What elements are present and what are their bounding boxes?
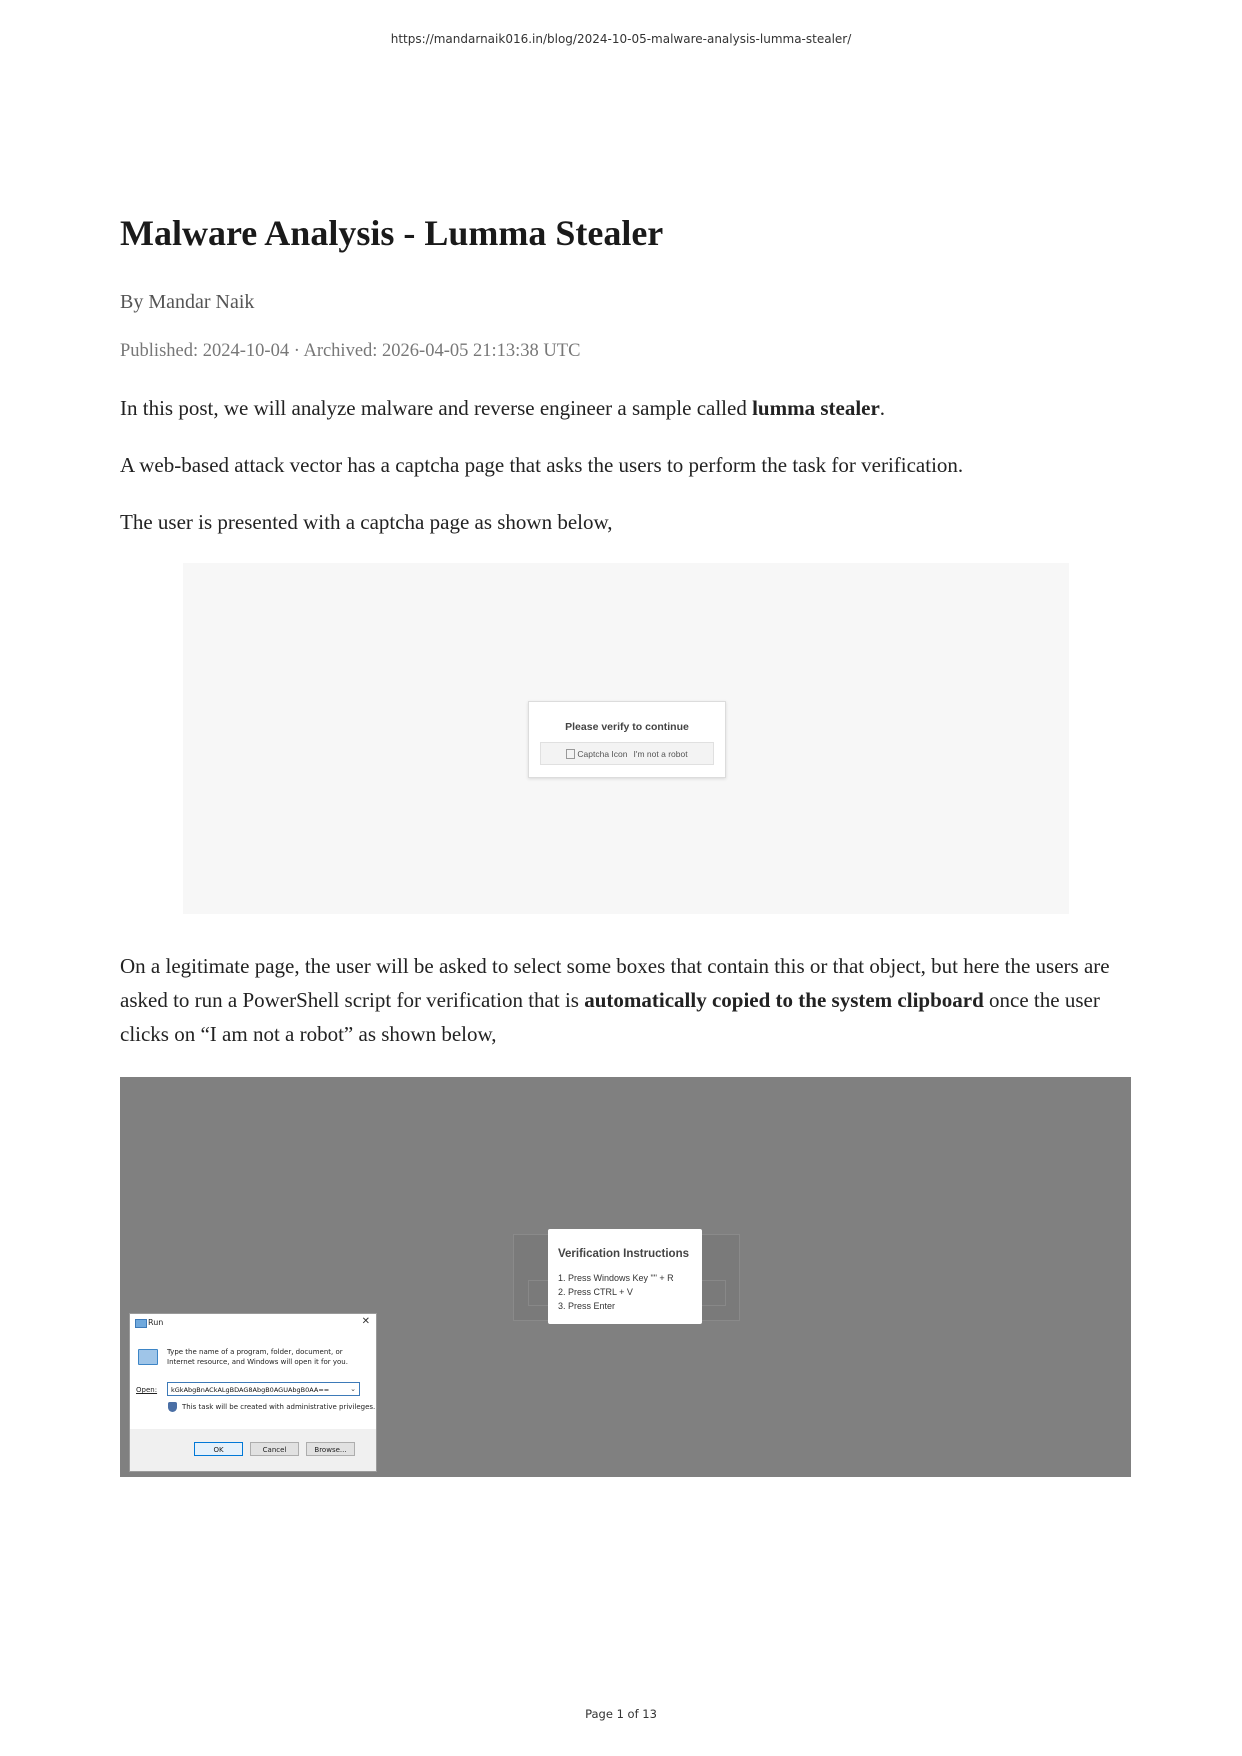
broken-image-icon [566,749,575,759]
shield-icon [168,1402,177,1412]
verification-instructions-popup [548,1229,702,1324]
article-byline: By Mandar Naik [120,291,255,313]
cancel-button: Cancel [250,1442,299,1456]
captcha-card [528,701,726,778]
run-title: Run [148,1318,164,1327]
instruction-step: 1. Press Windows Key "" + R [558,1273,674,1283]
run-app-icon [135,1319,147,1328]
not-robot-button [540,742,714,765]
run-command-input [167,1382,360,1396]
text-run: . [879,396,886,420]
bold-text: lumma stealer [752,396,880,420]
article-title: Malware Analysis - Lumma Stealer [120,213,664,253]
run-titlebar [130,1314,376,1332]
run-program-icon [138,1349,158,1365]
instruction-step: 2. Press CTRL + V [558,1287,633,1297]
captcha-screenshot [183,563,1069,914]
run-footer [130,1429,376,1471]
close-icon: ✕ [361,1316,370,1327]
text-run: once the user clicks on “I am not a robot” as shown below, [120,988,1100,1046]
text-run: In this post, we will analyze malware and reverse engineer a sample called [120,396,753,420]
instructions-title: Verification Instructions [558,1248,689,1260]
chevron-down-icon: ⌄ [347,1383,359,1395]
page-number: Page 1 of 13 [585,1707,657,1721]
captcha-heading: Please verify to continue [565,721,689,733]
page-url: https://mandarnaik016.in/blog/2024-10-05-malware-analysis-lumma-stealer/ [390,32,852,46]
bold-text: automatically copied to the system clipboard [584,988,984,1012]
browse-button: Browse... [306,1442,355,1456]
run-command-value: kGkAbgBnACkALgBDAG8AbgB0AGUAbgB0AA== [171,1386,330,1394]
captcha-icon [566,749,627,759]
article-meta: Published: 2024-10-04 · Archived: 2026-04-05 21:13:38 UTC [120,341,581,361]
paragraph-captcha: The user is presented with a captcha page as shown below, [120,510,613,534]
open-label: Open: [136,1386,158,1394]
text-run: On a legitimate page, the user will be asked to select some boxes that contain this or that object, but here the users are asked to run a PowerShell script for verification that is [120,954,1110,1012]
paragraph-intro [120,391,1130,425]
paragraph-powershell [120,949,1130,1051]
run-description: Type the name of a program, folder, document, or Internet resource, and Windows will open it for you. [167,1348,348,1366]
run-dialog [129,1313,377,1472]
captcha-icon-alt: Captcha Icon [577,748,628,759]
not-robot-label: I'm not a robot [633,748,688,759]
run-dialog-screenshot [120,1077,1131,1477]
ok-button: OK [194,1442,243,1456]
paragraph-attack-vector: A web-based attack vector has a captcha page that asks the users to perform the task for verification. [120,453,964,477]
instruction-step: 3. Press Enter [558,1301,616,1311]
admin-note: This task will be created with administrative privileges. [182,1403,376,1411]
